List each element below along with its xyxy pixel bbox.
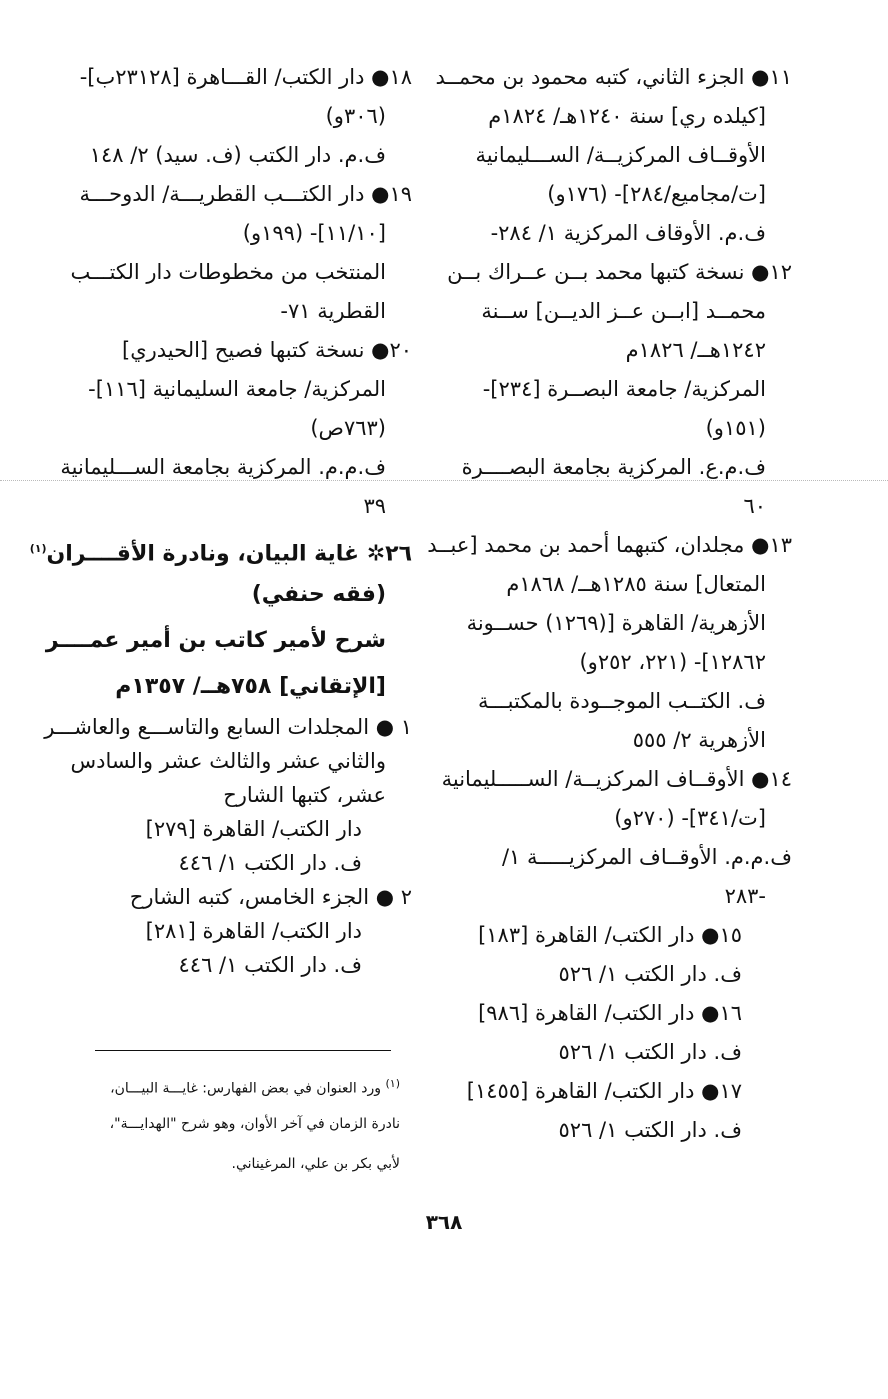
line-text: ٦٠ (743, 494, 766, 518)
line-text: ١٢٤٢هــ/ ١٨٢٦م (625, 338, 766, 362)
text-line (440, 565, 792, 604)
text-line (60, 572, 412, 618)
line-text: شرح لأمير كاتب بن أمير عمــــر (45, 628, 386, 653)
line-text: دار الكتب/ القاهرة [٢٨١] (145, 919, 362, 943)
line-text: ١٥● دار الكتب/ القاهرة [١٨٣] (478, 923, 742, 947)
line-text: ١٢● نسخة كتبها محمد بــن عــراك بــن (447, 260, 792, 284)
text-line (440, 448, 792, 487)
text-line (60, 846, 412, 880)
text-line (440, 838, 792, 877)
line-text: [١١/١٠]- (١٩٩و) (242, 221, 386, 245)
line-text: والثاني عشر والثالث عشر والسادس (70, 749, 386, 773)
line-text: ١٩● دار الكتـــب القطريـــة/ الدوحـــة (79, 182, 412, 206)
line-text: (فقه حنفي) (251, 582, 386, 607)
line-text: ف.م.م. الأوقــاف المركزيـــــة ١/ (501, 845, 792, 869)
right-column (427, 58, 792, 1150)
footnote-rule (95, 1050, 391, 1051)
line-text: المركزية/ جامعة البصــرة [٢٣٤]- (482, 377, 766, 401)
line-text: دار الكتب/ القاهرة [٢٧٩] (145, 817, 362, 841)
line-text: المتعال] سنة ١٢٨٥هــ/ ١٨٦٨م (506, 572, 766, 596)
line-text: ٣٩ (363, 494, 386, 518)
text-line (60, 744, 412, 778)
text-line (60, 370, 412, 409)
line-text: المنتخب من مخطوطات دار الكتـــب (70, 260, 386, 284)
line-text: ١١● الجزء الثاني، كتبه محمود بن محمــد (435, 65, 792, 89)
line-text: الأوقــاف المركزيــة/ الســـليمانية (475, 143, 766, 167)
text-line (60, 812, 412, 846)
text-line (60, 448, 412, 487)
text-line (435, 58, 792, 97)
text-line (427, 526, 792, 565)
text-line (60, 914, 412, 948)
footnote-ref: (١) (29, 542, 47, 555)
text-line (440, 97, 792, 136)
text-line (440, 1033, 792, 1072)
line-text: الأزهرية ٢/ ٥٥٥ (632, 728, 766, 752)
text-line (45, 618, 412, 664)
text-line (440, 916, 792, 955)
line-text: ف. دار الكتب ١/ ٥٢٦ (558, 1118, 742, 1142)
line-text: ١٢٨٦٢]- (٢٢١، ٢٥٢و) (579, 650, 766, 674)
line-text: ف. دار الكتب ١/ ٥٢٦ (558, 1040, 742, 1064)
line-text: المركزية/ جامعة السليمانية [١١٦]- (88, 377, 386, 401)
text-line (440, 331, 792, 370)
line-text: القطرية ٧١- (280, 299, 386, 323)
text-line (440, 1072, 792, 1111)
text-line (440, 955, 792, 994)
footnote-text: ورد العنوان في بعض الفهارس: غايـــة البيـــان، (110, 1080, 382, 1097)
text-line (440, 994, 792, 1033)
text-line (60, 948, 412, 982)
line-text: ف.م.م. المركزية بجامعة الســـليمانية (60, 455, 386, 479)
footnote-line: نادرة الزمان في آخر الأوان، وهو شرح "الهدايـــة"، (109, 1116, 400, 1132)
text-line (440, 721, 792, 760)
text-line (60, 214, 412, 253)
line-text: ٢٦✲ غاية البيان، ونادرة الأقــــران (46, 541, 412, 567)
line-text: ف.م. دار الكتب (ف. سيد) ٢/ ١٤٨ (89, 143, 386, 167)
text-line (60, 880, 412, 914)
text-line (440, 136, 792, 175)
line-text: ف. دار الكتب ١/ ٥٢٦ (558, 962, 742, 986)
text-line (440, 682, 792, 721)
line-text: ١٤● الأوقــاف المركزيــة/ الســـــليمانية (441, 767, 792, 791)
footnote-line: لأبي بكر بن علي، المرغيناني. (231, 1156, 400, 1172)
line-text: ف.م. الأوقاف المركزية ١/ ٢٨٤- (490, 221, 766, 245)
text-line (440, 370, 792, 409)
text-line (60, 136, 412, 175)
text-line (440, 253, 792, 292)
line-text: (٣٠٦و) (325, 104, 386, 128)
line-text: عشر، كتبها الشارح (223, 783, 386, 807)
text-line (440, 292, 792, 331)
page-number: ٣٦٨ (425, 1210, 463, 1234)
text-line (440, 760, 792, 799)
line-text: ٢٠● نسخة كتبها فصيح [الحيدري] (122, 338, 412, 362)
text-line (440, 604, 792, 643)
line-text: ٢ ● الجزء الخامس، كتبه الشارح (129, 885, 412, 909)
line-text: ١ ● المجلدات السابع والتاســـع والعاشـــر (44, 715, 412, 739)
line-text: (٧٦٣ص) (310, 416, 386, 440)
line-text: محمــد [ابــن عــز الديــن] ســنة (481, 299, 766, 323)
text-line (60, 778, 412, 812)
footnote-marker: (١) (385, 1077, 400, 1090)
footnote-line (60, 1064, 400, 1104)
line-text: [كيلده ري] سنة ١٢٤٠هـ/ ١٨٢٤م (488, 104, 766, 128)
line-text: ١٨● دار الكتب/ القـــاهرة [٢٣١٢٨ب]- (79, 65, 412, 89)
left-column (29, 58, 412, 982)
text-line (440, 175, 792, 214)
text-line (60, 58, 412, 97)
line-text: ف. دار الكتب ١/ ٤٤٦ (178, 953, 362, 977)
line-text: ١٣● مجلدان، كتبهما أحمد بن محمد [عبــد (427, 533, 792, 557)
line-text: (١٥١و) (705, 416, 766, 440)
text-line (60, 331, 412, 370)
text-line (440, 799, 792, 838)
text-line (440, 877, 792, 916)
line-text: ف. الكتــب الموجــودة بالمكتبـــة (477, 689, 766, 713)
dotted-divider (0, 480, 888, 481)
text-line (440, 643, 792, 682)
line-text: ١٦● دار الكتب/ القاهرة [٩٨٦] (478, 1001, 742, 1025)
text-line (440, 409, 792, 448)
text-line (60, 487, 412, 526)
line-text: ف. دار الكتب ١/ ٤٤٦ (178, 851, 362, 875)
text-line (60, 253, 412, 292)
text-line (60, 292, 412, 331)
line-text: [الإتقاني] ٧٥٨هــ/ ١٣٥٧م (115, 674, 386, 699)
footnote (60, 1064, 400, 1184)
text-line (60, 97, 412, 136)
text-line (44, 710, 412, 744)
line-text: [ت/مجاميع/٢٨٤]- (١٧٦و) (547, 182, 766, 206)
line-text: [ت/٣٤١]- (٢٧٠و) (614, 806, 766, 830)
text-line (440, 1111, 792, 1150)
line-text: -٢٨٣ (724, 884, 766, 908)
text-line (60, 409, 412, 448)
line-text: ف.م.ع. المركزية بجامعة البصــــرة (461, 455, 766, 479)
text-line (60, 664, 412, 710)
text-line (29, 526, 412, 572)
text-line (440, 214, 792, 253)
line-text: الأزهرية/ القاهرة [(١٢٦٩) حســونة (466, 611, 766, 635)
text-line (60, 175, 412, 214)
text-line (440, 487, 792, 526)
line-text: ١٧● دار الكتب/ القاهرة [١٤٥٥] (466, 1079, 742, 1103)
